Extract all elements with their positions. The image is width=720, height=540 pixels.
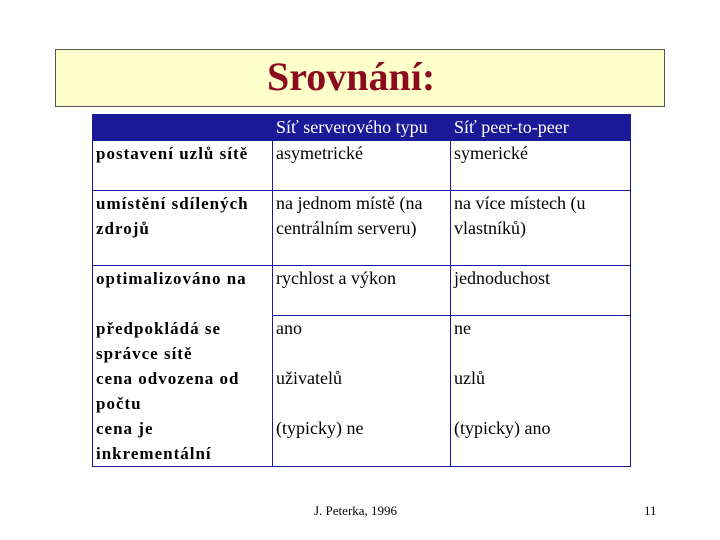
row-p2p-value: (typicky) ano [451,416,631,467]
row-label: předpokládá se správce sítě [93,316,273,366]
header-cell-empty [93,115,273,141]
row-label: umístění sdílených zdrojů [93,191,273,266]
row-label: optimalizováno na [93,266,273,316]
row-server-value: rychlost a výkon [273,266,451,316]
table-row [93,416,631,467]
row-p2p-value: ne [451,316,631,366]
table-header-row [93,115,631,141]
row-label: postavení uzlů sítě [93,141,273,191]
row-p2p-value: symerické [451,141,631,191]
table-row [93,191,631,266]
row-p2p-value: uzlů [451,366,631,416]
page-number: 11 [644,503,657,518]
title-banner [55,49,665,107]
row-server-value: na jednom místě (na centrálním serveru) [273,191,451,266]
slide-title: Srovnání: [267,54,436,99]
table-row [93,316,631,366]
header-cell-p2p: Síť peer-to-peer [451,115,631,141]
row-p2p-value: jednoduchost [451,266,631,316]
footer-author: J. Peterka, 1996 [314,503,398,518]
table-row [93,266,631,316]
table-row [93,141,631,191]
row-server-value: uživatelů [273,366,451,416]
row-p2p-value: na více místech (u vlastníků) [451,191,631,266]
header-cell-server: Síť serverového typu [273,115,451,141]
row-label: cena odvozena od počtu [93,366,273,416]
row-label: cena je inkrementální [93,416,273,467]
row-server-value: (typicky) ne [273,416,451,467]
row-server-value: asymetrické [273,141,451,191]
comparison-table [92,114,631,467]
table-row [93,366,631,416]
row-server-value: ano [273,316,451,366]
